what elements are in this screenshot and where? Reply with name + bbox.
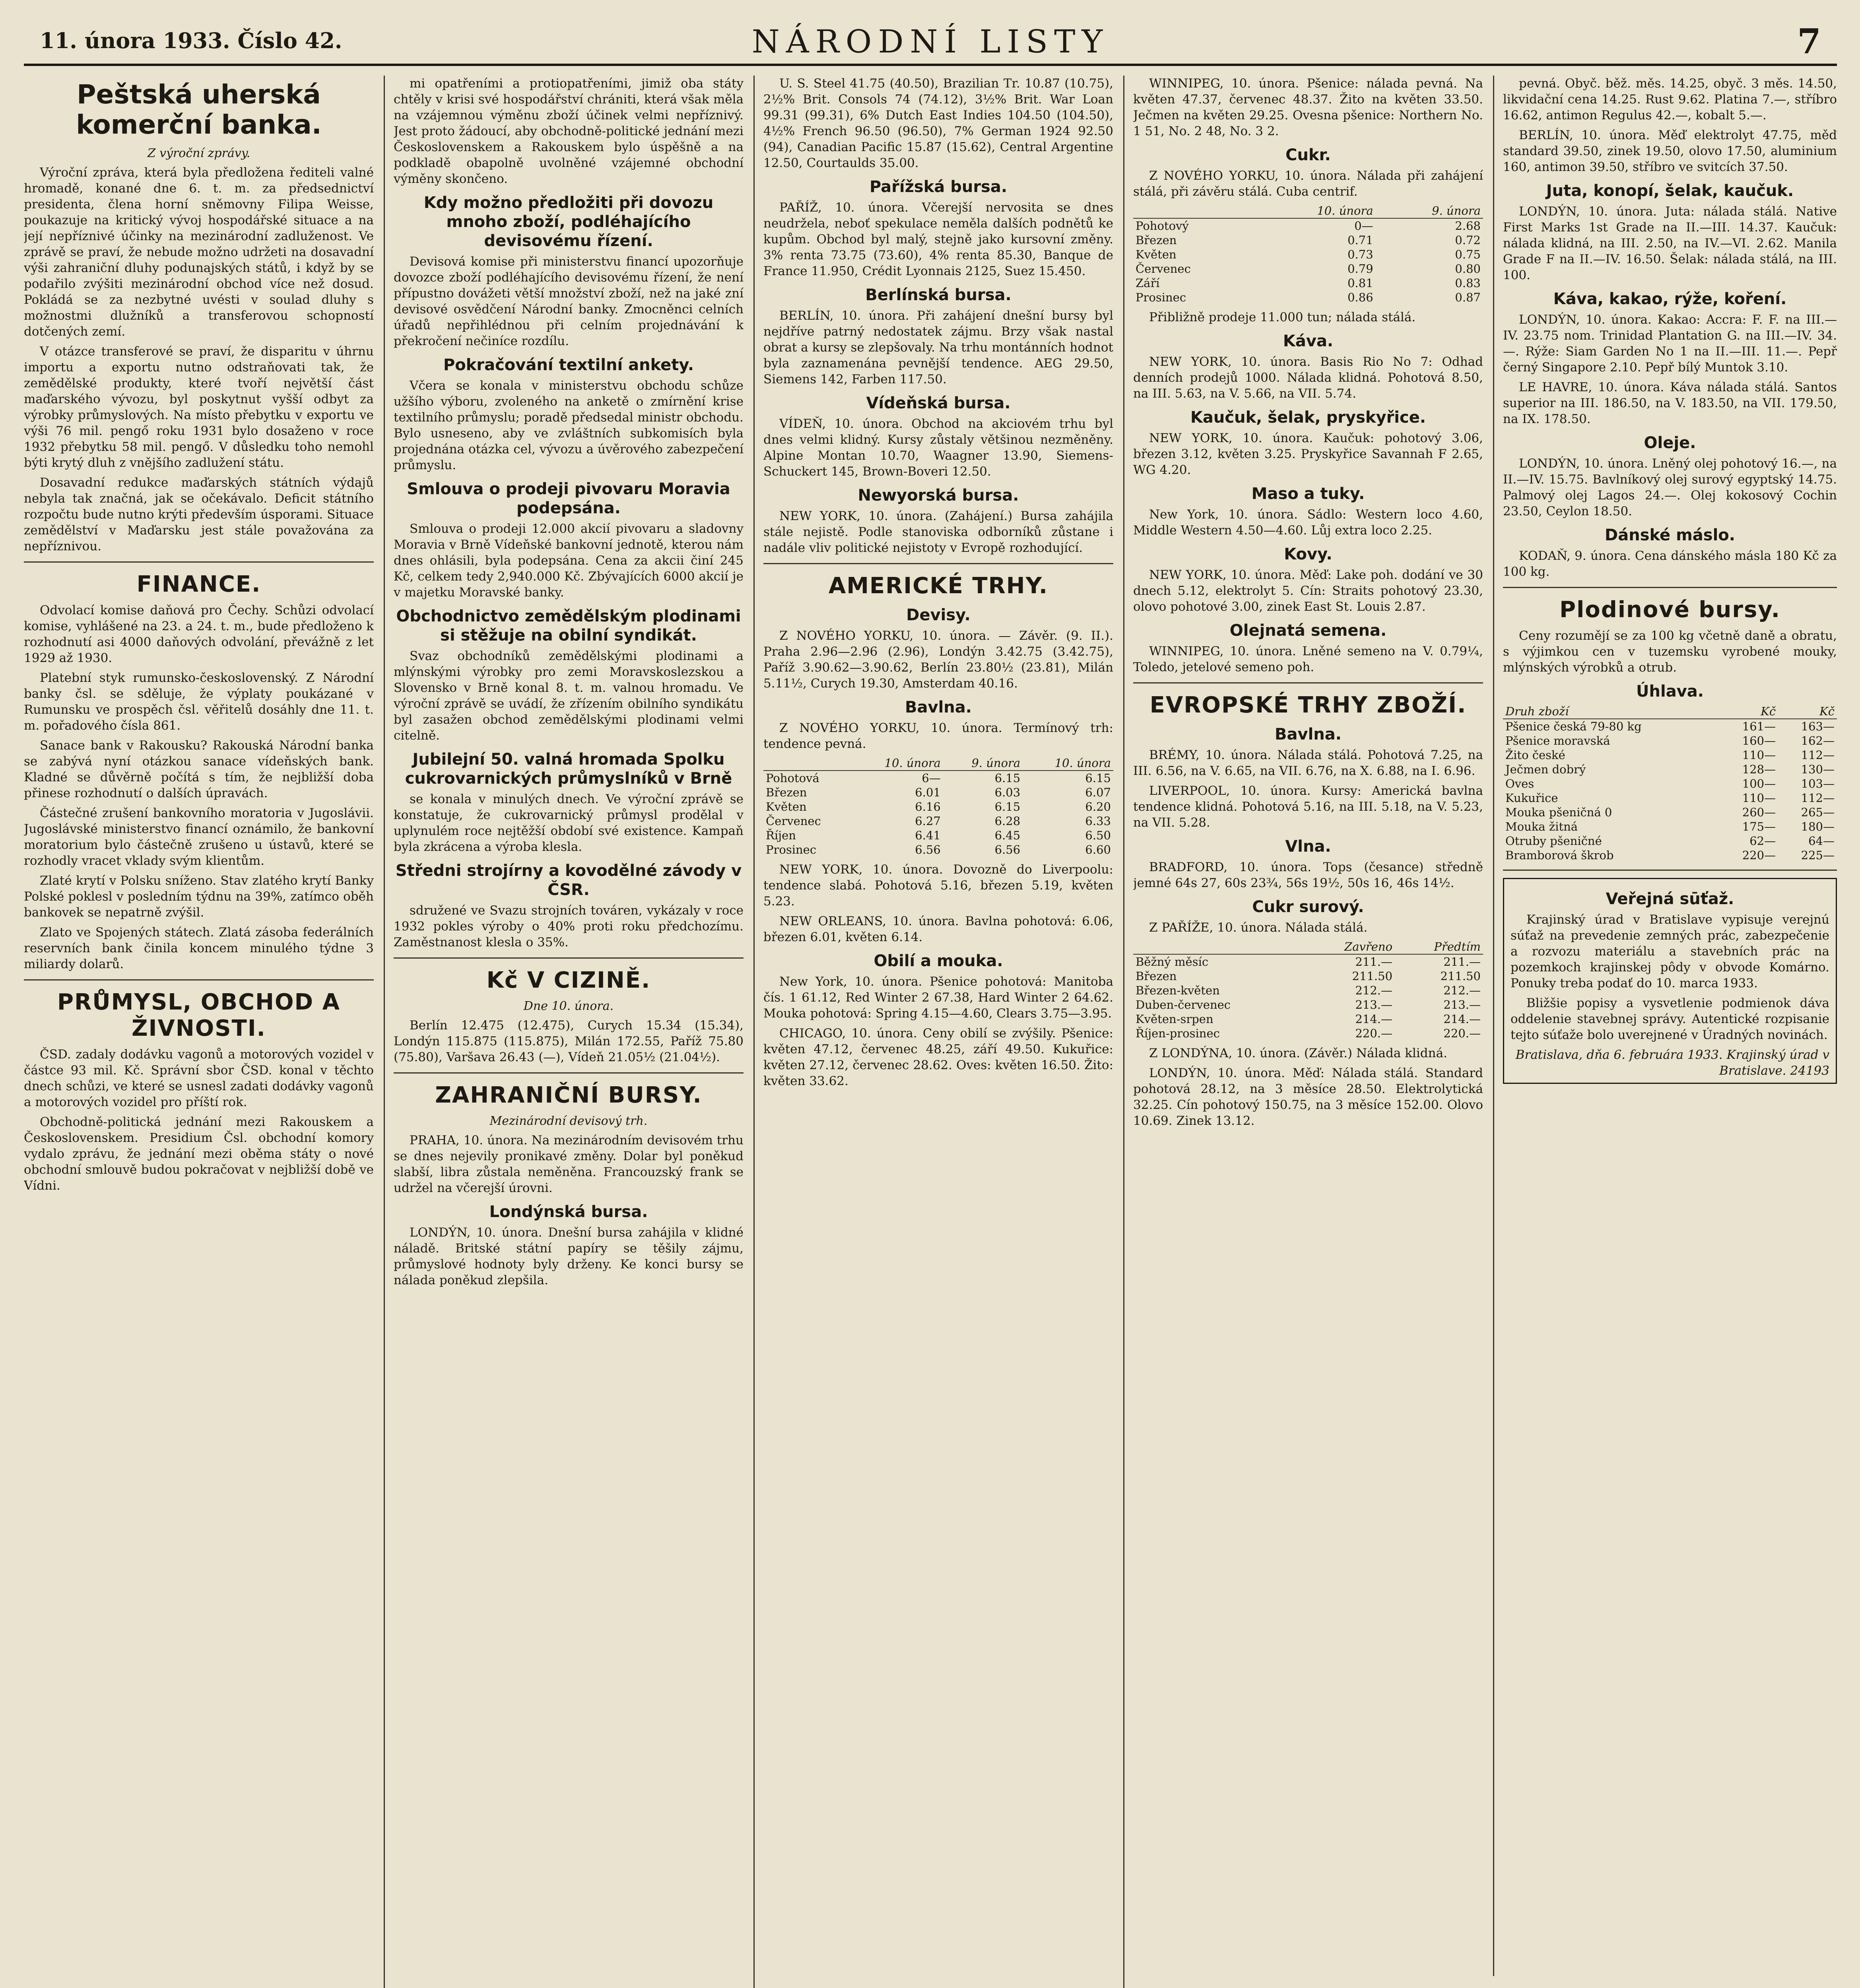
article-paragraph: PRAHA, 10. února. Na mezinárodním devisovém trhu se dnes nejevily pronikavé změny. Dolar byl poněkud slabší, libra zůstala neměněna. Francouzský frank se udržel na včerejší úrovni. bbox=[394, 1133, 744, 1195]
article-paragraph: LONDÝN, 10. února. Měď: Nálada stálá. Standard pohotová 28.12, na 3 měsíce 28.50. Elektrolytická 32.25. Cín pohotový 150.75, na 3 měsíce 152.00. Olovo 10.69. Zinek 13.12. bbox=[1133, 1066, 1483, 1128]
table-row bbox=[1503, 777, 1837, 791]
article-paragraph: NEW YORK, 10. února. Basis Rio No 7: Odhad denních prodejů 1000. Nálada klidná. Pohotová 8.50, na III. 5.63, na V. 5.66, na VII. 5.74. bbox=[1133, 355, 1483, 401]
table-row bbox=[763, 843, 1113, 857]
headline: Pokračování textilní ankety. bbox=[443, 356, 694, 374]
article-paragraph: New York, 10. února. Pšenice pohotová: Manitoba čís. 1 61.12, Red Winter 2 67.38, Hard Winter 2 64.62. Mouka pohotová: Spring 4.15—4.60, Clears 3.75—3.95. bbox=[763, 975, 1113, 1021]
table-cell: 6.03 bbox=[994, 786, 1021, 799]
headline: Cukr surový. bbox=[1252, 898, 1364, 916]
table-row bbox=[1133, 983, 1483, 998]
table-header: Druh zboží bbox=[1503, 704, 1719, 719]
article-paragraph: Přibližně prodeje 11.000 tun; nálada stálá. bbox=[1149, 310, 1416, 324]
headline: Káva, kakao, rýže, koření. bbox=[1553, 290, 1787, 308]
table-cell: Oves bbox=[1505, 777, 1534, 790]
table-header: 10. února bbox=[1253, 204, 1375, 218]
headline: Bavlna. bbox=[1275, 725, 1342, 744]
section-divider bbox=[1503, 870, 1837, 871]
headline: Berlínská bursa. bbox=[865, 286, 1012, 304]
table-cell: Mouka pšeničná 0 bbox=[1505, 806, 1612, 819]
notice-signature: Bratislava, dňa 6. februára 1933. Krajinský úrad v Bratislave. 24193 bbox=[1515, 1048, 1829, 1078]
subhead-bank: Z výroční zprávy. bbox=[147, 146, 250, 160]
table-header: Kč bbox=[1778, 704, 1837, 719]
article-paragraph: NEW YORK, 10. února. Měď: Lake poh. dodání ve 30 dnech 5.12, elektrolyt 5. Cín: Straits pohotový 23.30, olovo pohotové 3.00, zinek East St. Louis 2.87. bbox=[1133, 568, 1483, 614]
table-cell: 225— bbox=[1801, 848, 1835, 862]
headline: Úhlava. bbox=[1636, 682, 1704, 701]
subhead: Dne 10. února. bbox=[523, 999, 614, 1013]
article-paragraph: WINNIPEG, 10. února. Lněné semeno na V. 0.79¼, Toledo, jetelové semeno poh. bbox=[1133, 644, 1483, 674]
article-paragraph: Sanace bank v Rakousku? Rakouská Národní banka se zabývá nyní otázkou sanace vídeňských bank. Kladné se důvěrně počítá s tím, že nejbližší doba přinese rozhodnutí o dalších úpravách. bbox=[24, 738, 374, 800]
table-cell: 6.50 bbox=[1085, 829, 1111, 842]
table-row bbox=[1503, 748, 1837, 762]
table-header: 10. února bbox=[852, 756, 943, 771]
table-cell: Žito české bbox=[1505, 748, 1565, 762]
article-paragraph: BERLÍN, 10. února. Při zahájení dnešní bursy byl nejdříve patrný nedostatek zájmu. Brzy však nastal obrat a kursy se zlepšovaly. Na trhu montánních hodnot byla zaznamenána pevnější tendence. AEG 29.50, Siemens 142, Farben 117.50. bbox=[763, 309, 1113, 386]
table-row bbox=[1133, 954, 1483, 969]
table-cell: Pohotová bbox=[766, 771, 819, 785]
table-header bbox=[763, 756, 852, 771]
table-cell: Květen bbox=[1136, 248, 1177, 261]
article-paragraph: NEW YORK, 10. února. Kaučuk: pohotový 3.06, březen 3.12, květen 3.25. Pryskyřice Savannah F 2.65, WG 4.20. bbox=[1133, 431, 1483, 477]
headline: Cukr. bbox=[1285, 146, 1331, 164]
table-cell: Bramborová škrob bbox=[1505, 848, 1614, 862]
table-cell: Červenec bbox=[766, 814, 821, 828]
table-cell: 6.60 bbox=[1085, 843, 1111, 856]
table-cell: Mouka žitná bbox=[1505, 820, 1578, 833]
table-row bbox=[1503, 791, 1837, 805]
table-cell: 0.87 bbox=[1455, 291, 1481, 304]
table-cell: 0.79 bbox=[1347, 262, 1373, 276]
sugar-table bbox=[1133, 204, 1483, 305]
table-header bbox=[1133, 204, 1253, 218]
subhead: Mezinárodní devisový trh. bbox=[489, 1114, 648, 1128]
article-paragraph: NEW ORLEANS, 10. února. Bavlna pohotová: 6.06, březen 6.01, květen 6.14. bbox=[763, 914, 1113, 944]
article-paragraph: Smlouva o prodeji 12.000 akcií pivovaru a sladovny Moravia v Brně Vídeňské bankovní jednotě, kterou nám dnes ohlásili, byla podepsána. Cena za akcii činí 245 Kč, celkem tedy 2,940.000 Kč. Zbývajících 6000 akcií je v majetku Moravské banky. bbox=[394, 522, 744, 600]
column-rule bbox=[1123, 76, 1124, 1988]
table-cell: Pšenice česká 79-80 kg bbox=[1505, 720, 1642, 733]
headline: Smlouva o prodeji pivovaru Moravia podepsána. bbox=[407, 480, 730, 517]
headline: Juta, konopí, šelak, kaučuk. bbox=[1546, 182, 1794, 200]
section-divider bbox=[1133, 682, 1483, 683]
headline: Veřejná sūťaž. bbox=[1606, 890, 1734, 908]
table-row bbox=[763, 828, 1113, 843]
raw-sugar-table bbox=[1133, 940, 1483, 1041]
section-divider bbox=[394, 957, 744, 959]
table-header: Zavřeno bbox=[1304, 940, 1395, 954]
article-paragraph: Devisová komise při ministerstvu financí upozorňuje dovozce zboží podléhajícího devisovému řízení, že není přípustno dovážeti větší množství zboží, než na jaké zní devisové osvědčení Národní banky. Zmocněnci celních úřadů nepřihlédnou při celním projednávání k překročení nečiníce rozdílu. bbox=[394, 254, 744, 348]
article-paragraph: Zlaté krytí v Polsku sníženo. Stav zlatého krytí Banky Polské poklesl v posledním týdnu na 39%, zatímco oběh bankovek se nepatrně zvýšil. bbox=[24, 874, 374, 920]
headline: Devisy. bbox=[906, 606, 971, 624]
table-cell: 0.71 bbox=[1347, 233, 1373, 247]
table-header: Předtím bbox=[1395, 940, 1483, 954]
headline: Kaučuk, šelak, pryskyřice. bbox=[1190, 408, 1426, 427]
table-header: 9. února bbox=[1376, 204, 1483, 218]
table-cell: 6— bbox=[922, 771, 941, 785]
article-paragraph: Berlín 12.475 (12.475), Curych 15.34 (15.34), Londýn 115.875 (115.875), Milán 172.55, Paříž 75.80 (75.80), Varšava 26.43 (—), Vídeň 21.05½ (21.04½). bbox=[394, 1018, 744, 1064]
column-2 bbox=[394, 76, 744, 1988]
table-cell: 6.16 bbox=[915, 800, 941, 813]
headline: Newyorská bursa. bbox=[858, 486, 1019, 505]
table-cell: 163— bbox=[1801, 720, 1835, 733]
section-divider bbox=[24, 979, 374, 980]
table-cell: Pšenice moravská bbox=[1505, 734, 1610, 747]
section-heading-finance: FINANCE. bbox=[136, 571, 261, 597]
table-row bbox=[1503, 848, 1837, 862]
table-cell: Prosinec bbox=[766, 843, 817, 856]
table-cell: 62— bbox=[1749, 834, 1776, 848]
issue-date: 11. února 1933. Číslo 42. bbox=[40, 28, 342, 53]
article-paragraph: New York, 10. února. Sádlo: Western loco 4.60, Middle Western 4.50—4.60. Lůj extra loco 2.25. bbox=[1133, 507, 1483, 538]
table-cell: 6.28 bbox=[994, 814, 1021, 828]
table-cell: 211.— bbox=[1443, 955, 1481, 969]
table-row bbox=[1133, 262, 1483, 276]
table-row bbox=[1133, 998, 1483, 1012]
table-cell: 160— bbox=[1742, 734, 1776, 747]
table-row bbox=[1503, 805, 1837, 819]
article-paragraph: Výroční zpráva, která byla předložena řediteli valné hromadě, konané dne 6. t. m. za předsednictví presidenta, člena horní sněmovny Filipa Weisse, poukazuje na kritický vývoj hospodářské situace a na její nepříznivé účinky na mezinárodní zadluženost. Ve zprávě se praví, že nebude možno udržeti na dosavadní výši zahraniční dluhy podunajských států, i když by se podařilo zvýšiti mezinárodní obchod více než dosud. Pokládá se za nezbytné uvésti v soulad dluhy s možnostmi dlužníků a transferovou schopností dotčených zemí. bbox=[24, 165, 374, 339]
table-row bbox=[1503, 834, 1837, 848]
masthead bbox=[24, 16, 1837, 66]
table-cell: Říjen-prosinec bbox=[1136, 1027, 1220, 1040]
section-heading-european-markets: EVROPSKÉ TRHY ZBOŽÍ. bbox=[1149, 692, 1467, 718]
table-cell: 6.01 bbox=[915, 786, 941, 799]
article-paragraph: Svaz obchodníků zemědělskými plodinami a mlýnskými výrobky pro zemi Moravskoslezskou a Slovensko v Brně konal 8. t. m. valnou hromadu. Ve výroční zprávě se uvádí, že zřízením obilního syndikátu byl zasažen obchod zemědělskými plodinami velmi citelně. bbox=[394, 649, 744, 743]
table-cell: 6.41 bbox=[915, 829, 941, 842]
table-cell: Červenec bbox=[1136, 262, 1191, 276]
article-paragraph: LONDÝN, 10. února. Dnešní bursa zahájila v klidné náladě. Britské státní papíry se těšily zájmu, průmyslové hodnoty byly drženy. Ke konci bursy se nálada poněkud zlepšila. bbox=[394, 1225, 744, 1287]
article-paragraph: Dosavadní redukce maďarských státních výdajů nebyla tak značná, jak se očekávalo. Deficit státního rozpočtu bude nutno krýti především úsporami. Situace zemědělství v Maďarsku jest stále považována za nepříznivou. bbox=[24, 476, 374, 553]
article-paragraph: LONDÝN, 10. února. Lněný olej pohotový 16.—, na II.—IV. 15.75. Bavlníkový olej surový egyptský 14.75. Palmový olej Lagos 24.—. Olej kokosový Cochin 23.50, Ceylon 18.50. bbox=[1503, 456, 1837, 518]
table-cell: 0.83 bbox=[1455, 276, 1481, 290]
table-cell: 6.20 bbox=[1085, 800, 1111, 813]
page-number: 7 bbox=[1797, 21, 1821, 62]
grain-price-table bbox=[1503, 704, 1837, 862]
article-paragraph: Z NOVÉHO YORKU, 10. února. — Závěr. (9. II.). Praha 2.96—2.96 (2.96), Londýn 3.42.75 (3.42.75), Paříž 3.90.62—3.90.62, Berlín 23.80½ (23.81), Milán 5.11½, Curych 19.30, Amsterdam 40.16. bbox=[763, 629, 1113, 691]
article-paragraph: PAŘÍŽ, 10. února. Včerejší nervosita se dnes neudržela, neboť spekulace neměla dalších podnětů ke kupům. Obchod byl malý, stejně jako kursovní změny. 3% renta 73.75 (73.60), 4% renta 85.30, Banque de France 11.950, Crédit Lyonnais 2125, Suez 15.450. bbox=[763, 200, 1113, 278]
table-header: 9. února bbox=[943, 756, 1023, 771]
headline: Vlna. bbox=[1285, 837, 1331, 856]
table-cell: 130— bbox=[1801, 763, 1835, 776]
section-heading-commodity-bourses: Plodinové bursy. bbox=[1559, 597, 1780, 623]
table-cell: 100— bbox=[1742, 777, 1776, 790]
table-cell: Ječmen dobrý bbox=[1505, 763, 1586, 776]
headline: Kdy možno předložiti při dovozu mnoho zboží, podléhajícího devisovému řízení. bbox=[423, 194, 714, 250]
article-paragraph: Odvolací komise daňová pro Čechy. Schůzi odvolací komise, vyhlášené na 23. a 24. t. m., bude předloženo k rozhodnutí asi 4000 daňových odvolání, převážně z let 1929 až 1930. bbox=[24, 603, 374, 665]
table-cell: Březen bbox=[1136, 233, 1177, 247]
table-cell: Březen bbox=[1136, 969, 1177, 983]
table-header: Kč bbox=[1719, 704, 1778, 719]
article-paragraph: CHICAGO, 10. února. Ceny obilí se zvýšily. Pšenice: květen 47.12, červenec 48.25, září 49.50. Kukuřice: květen 27.12, červenec 28.62. Oves: květen 16.50. Žito: květen 33.62. bbox=[763, 1026, 1113, 1088]
article-paragraph: Zlato ve Spojených státech. Zlatá zásoba federálních reservních bank činila koncem minulého týdne 3 miliardy dolarů. bbox=[24, 925, 374, 971]
headline: Obilí a mouka. bbox=[874, 952, 1003, 970]
article-paragraph: Ceny rozumějí se za 100 kg včetně daně a obratu, s výjimkou cen v tuzemsku vyrobené mouky, mlýnských výrobků a otrub. bbox=[1503, 629, 1837, 675]
table-cell: 6.56 bbox=[915, 843, 941, 856]
article-paragraph: sdružené ve Svazu strojních továren, vykázaly v roce 1932 pokles výroby o 40% proti roku předchozímu. Zaměstnanost klesla o 35%. bbox=[394, 903, 744, 949]
table-cell: 110— bbox=[1742, 748, 1776, 762]
section-heading-american-markets: AMERICKÉ TRHY. bbox=[828, 573, 1048, 599]
table-row bbox=[763, 800, 1113, 814]
table-cell: Září bbox=[1136, 276, 1160, 290]
table-cell: Březen bbox=[766, 786, 807, 799]
article-paragraph: BRÉMY, 10. února. Nálada stálá. Pohotová 7.25, na III. 6.56, na V. 6.65, na VII. 6.76, na X. 6.88, na I. 6.96. bbox=[1133, 748, 1483, 778]
table-cell: 0.72 bbox=[1455, 233, 1481, 247]
table-row bbox=[1133, 218, 1483, 233]
section-heading-czk-abroad: Kč V CIZINĚ. bbox=[486, 967, 651, 993]
table-row bbox=[1133, 233, 1483, 247]
headline: Obchodnictvo zemědělským plodinami si stěžuje na obilní syndikát. bbox=[396, 607, 741, 645]
table-cell: 214.— bbox=[1355, 1012, 1393, 1026]
article-paragraph: Z NOVÉHO YORKU, 10. února. Nálada při zahájení stálá, při závěru stálá. Cuba centrif. bbox=[1133, 169, 1483, 199]
table-row bbox=[1133, 276, 1483, 290]
table-row bbox=[1133, 1026, 1483, 1041]
column-1 bbox=[24, 76, 374, 1988]
table-header: 10. února bbox=[1023, 756, 1113, 771]
table-cell: 220.— bbox=[1443, 1027, 1481, 1040]
headline: Maso a tuky. bbox=[1251, 485, 1365, 503]
table-cell: 6.15 bbox=[994, 771, 1021, 785]
column-4 bbox=[1133, 76, 1483, 1976]
table-cell: 212.— bbox=[1355, 984, 1393, 997]
table-row bbox=[1133, 290, 1483, 305]
article-paragraph: NEW YORK, 10. února. Dovozně do Liverpoolu: tendence slabá. Pohotová 5.16, březen 5.19, květen 5.23. bbox=[763, 862, 1113, 909]
table-cell: Květen bbox=[766, 800, 807, 813]
newspaper-page bbox=[24, 16, 1837, 1988]
article-paragraph: Z NOVÉHO YORKU, 10. února. Termínový trh: tendence pevná. bbox=[763, 721, 1113, 751]
headline-bank: Peštská uherská komerční banka. bbox=[76, 79, 322, 140]
table-row bbox=[1503, 762, 1837, 777]
table-cell: 0.75 bbox=[1455, 248, 1481, 261]
article-paragraph: LIVERPOOL, 10. února. Kursy: Americká bavlna tendence klidná. Pohotová 5.16, na III. 5.18, na V. 5.23, na VII. 5.28. bbox=[1133, 784, 1483, 830]
article-paragraph: BRADFORD, 10. února. Tops (česance) středně jemné 64s 27, 60s 23¾, 56s 19½, 50s 16, 46s 14½. bbox=[1133, 860, 1483, 890]
public-tender-notice bbox=[1503, 878, 1837, 1084]
table-cell: 212.— bbox=[1443, 984, 1481, 997]
headline: Dánské máslo. bbox=[1605, 526, 1735, 544]
table-cell: 213.— bbox=[1443, 998, 1481, 1011]
article-paragraph: KODAŇ, 9. února. Cena dánského másla 180 Kč za 100 kg. bbox=[1503, 549, 1837, 579]
headline: Kovy. bbox=[1284, 545, 1332, 563]
table-header bbox=[1133, 940, 1304, 954]
table-cell: 211.— bbox=[1355, 955, 1393, 969]
table-cell: 6.15 bbox=[1085, 771, 1111, 785]
column-rule bbox=[384, 76, 385, 1988]
table-row bbox=[763, 785, 1113, 800]
table-cell: 0.81 bbox=[1347, 276, 1373, 290]
table-row bbox=[1133, 1012, 1483, 1026]
column-3 bbox=[763, 76, 1113, 1988]
table-cell: 0.73 bbox=[1347, 248, 1373, 261]
article-paragraph: Bližšie popisy a vysvetlenie podmienok dáva oddelenie stavebnej správy. Autentické rozpisanie tejto súťaže bolo uverejnené v Úradných novinách. bbox=[1511, 996, 1829, 1042]
table-cell: 265— bbox=[1801, 806, 1835, 819]
headline: Středni strojírny a kovodělné závody v ČSR. bbox=[395, 862, 742, 899]
section-heading-foreign-bourses: ZAHRANIČNÍ BURSY. bbox=[435, 1082, 702, 1108]
article-paragraph: WINNIPEG, 10. února. Pšenice: nálada pevná. Na květen 47.37, červenec 48.37. Žito na květen 33.50. Ječmen na květen 29.25. Ovesna pšenice: Northern No. 1 51, No. 2 48, No. 3 2. bbox=[1133, 76, 1483, 138]
article-paragraph: Včera se konala v ministerstvu obchodu schůze užšího výboru, zvoleného na anketě o zmírnění krise textilního průmyslu; poradě předsedal ministr obchodu. Bylo usneseno, aby ve zvláštních subkomisích byla projednána otázka cel, vývozu a úvěrového zabezpečení průmyslu. bbox=[394, 379, 744, 472]
headline: Vídeňská bursa. bbox=[866, 394, 1011, 412]
article-paragraph: Z LONDÝNA, 10. února. (Závěr.) Nálada klidná. bbox=[1149, 1046, 1447, 1060]
table-cell: 112— bbox=[1801, 748, 1835, 762]
table-cell: 220— bbox=[1742, 848, 1776, 862]
article-paragraph: BERLÍN, 10. února. Měď elektrolyt 47.75, měď standard 39.50, zinek 19.50, olovo 17.50, aluminium 160, antimon 39.50, stříbro ve svitcích 37.50. bbox=[1503, 128, 1837, 174]
table-cell: Květen-srpen bbox=[1136, 1012, 1213, 1026]
cotton-table bbox=[763, 756, 1113, 857]
article-paragraph: Částečné zrušení bankovního moratoria v Jugoslávii. Jugoslávské ministerstvo financí oznámilo, že bankovní moratorium bylo částečně zrušeno u ústavů, které se rozhodly vracet vklady svým klientům. bbox=[24, 806, 374, 868]
newspaper-title: NÁRODNÍ LISTY bbox=[751, 23, 1109, 60]
table-cell: 161— bbox=[1742, 720, 1776, 733]
article-paragraph: pevná. Obyč. běž. měs. 14.25, obyč. 3 měs. 14.50, likvidační cena 14.25. Rust 9.62. Platina 7.—, stříbro 16.62, antimon Regulus 42.—, kobalt 5.—. bbox=[1503, 76, 1837, 122]
table-row bbox=[1503, 819, 1837, 834]
table-row bbox=[763, 814, 1113, 828]
headline: Londýnská bursa. bbox=[489, 1203, 648, 1221]
article-paragraph: Krajinský úrad v Bratislave vypisuje verejnú súťaž na prevedenie zemných prác, zabezpečenie a rozvozu materiálu a stavebních prác na pozemkoch krajinskej pôdy v obvode Komárno. Ponuky treba podať do 10. marca 1933. bbox=[1511, 912, 1829, 990]
section-divider bbox=[763, 563, 1113, 564]
headline: Bavlna. bbox=[905, 698, 972, 716]
headline: Pařížská bursa. bbox=[869, 178, 1008, 196]
table-cell: 103— bbox=[1801, 777, 1835, 790]
table-cell: 0.80 bbox=[1455, 262, 1481, 276]
table-cell: 214.— bbox=[1443, 1012, 1481, 1026]
section-divider bbox=[1503, 587, 1837, 588]
table-cell: 64— bbox=[1808, 834, 1835, 848]
table-cell: 128— bbox=[1742, 763, 1776, 776]
table-cell: 213.— bbox=[1355, 998, 1393, 1011]
table-cell: 211.50 bbox=[1352, 969, 1393, 983]
article-paragraph: mi opatřeními a protiopatřeními, jimiž oba státy chtěly v krisi své hospodářství chrániti, která však měla na vzájemnou výměnu zboží účinek velmi nepříznivý. Jest proto žádoucí, aby obchodně-politické jednání mezi Československem a Rakouskem bylo úspěšně a na podkladě obapolně uvolněné vzájemné obchodní výměny skončeno. bbox=[394, 76, 744, 186]
article-paragraph: LONDÝN, 10. února. Kakao: Accra: F. F. na III.—IV. 23.75 nom. Trinidad Plantation G. na III.—IV. 34.—. Rýže: Siam Garden No 1 na II.—III. 11.—. Pepř černý Singapore 2.10. Pepř bílý Muntok 3.10. bbox=[1503, 313, 1837, 375]
table-row bbox=[1503, 719, 1837, 734]
headline: Oleje. bbox=[1644, 434, 1696, 452]
article-paragraph: Z PAŘÍŽE, 10. února. Nálada stálá. bbox=[1149, 920, 1368, 935]
section-divider bbox=[24, 561, 374, 563]
table-cell: 211.50 bbox=[1440, 969, 1481, 983]
article-paragraph: U. S. Steel 41.75 (40.50), Brazilian Tr. 10.87 (10.75), 2½% Brit. Consols 74 (74.12), 3½% Brit. War Loan 99.31 (99.31), 6% Dutch East Indies 104.50 (104.50), 4½% French 96.50 (96.50), 7% German 1924 92.50 (94), Canadian Pacific 15.87 (15.62), Central Argentine 12.50, Courtaulds 35.00. bbox=[763, 76, 1113, 170]
table-cell: Kukuřice bbox=[1505, 791, 1558, 805]
table-row bbox=[1133, 969, 1483, 983]
table-cell: 6.07 bbox=[1085, 786, 1111, 799]
column-rule bbox=[753, 76, 755, 1988]
table-cell: Běžný měsíc bbox=[1136, 955, 1209, 969]
table-cell: 112— bbox=[1801, 791, 1835, 805]
table-cell: 180— bbox=[1801, 820, 1835, 833]
table-cell: Prosinec bbox=[1136, 291, 1186, 304]
table-cell: Pohotový bbox=[1136, 219, 1189, 233]
table-cell: 6.33 bbox=[1085, 814, 1111, 828]
table-cell: 6.56 bbox=[994, 843, 1021, 856]
table-cell: 260— bbox=[1742, 806, 1776, 819]
article-paragraph: LONDÝN, 10. února. Juta: nálada stálá. Native First Marks 1st Grade na II.—III. 14.37. Kaučuk: nálada klidná, na III. 2.50, na IV.—VI. 2.62. Manila Grade F na II.—IV. 16.50. Šelak: nálada stálá, na III. 100. bbox=[1503, 204, 1837, 282]
article-paragraph: Platební styk rumunsko-československý. Z Národní banky čsl. se sděluje, že výplaty poukázané v Rumunsku ve prospěch čsl. věřitelů dosáhly dne 11. t. m. pořadového čísla 861. bbox=[24, 671, 374, 733]
table-row bbox=[1503, 734, 1837, 748]
table-cell: 110— bbox=[1742, 791, 1776, 805]
table-cell: 6.15 bbox=[994, 800, 1021, 813]
section-heading-industry: PRŮMYSL, OBCHOD A ŽIVNOSTI. bbox=[57, 989, 340, 1041]
article-paragraph: se konala v minulých dnech. Ve výroční zprávě se konstatuje, že cukrovarnický průmysl prodělal v uplynulém roce nejtěžší období své existence. Kampaň byla zkrácena a výroba klesla. bbox=[394, 792, 744, 854]
article-paragraph: V otázce transferové se praví, že disparitu v úhrnu importu a exportu nutno odstraňovati tak, že zemědělské produkty, které tvoří největší část maďarského vývozu, byl poskytnut vyšší odbyt za výrobky průmyslových. Na místo přebytku v exportu ve výši 76 mil. pengő roku 1931 bylo dosaženo v roce 1932 přebytku 58 mil. pengő. V důsledku toho nemohl býti krytý dluh z vnějšího zadlužení státu. bbox=[24, 344, 374, 470]
table-cell: 6.45 bbox=[994, 829, 1021, 842]
article-paragraph: Obchodně-politická jednání mezi Rakouskem a Československem. Presidium Čsl. obchodní komory vydalo zprávu, že jednání mezi oběma státy o nové obchodní smlouvě budou pokračovat v nejbližší době ve Vídni. bbox=[24, 1115, 374, 1193]
table-cell: 162— bbox=[1801, 734, 1835, 747]
article-paragraph: ČSD. zadaly dodávku vagonů a motorových vozidel v částce 93 mil. Kč. Správní sbor ČSD. konal v těchto dnech schůzi, ve které se usnesl zadati dodávky vagonů a motorových vozidel pro příští rok. bbox=[24, 1047, 374, 1109]
table-cell: Březen-květen bbox=[1136, 984, 1220, 997]
headline: Jubilejní 50. valná hromada Spolku cukrovarnických průmyslníků v Brně bbox=[405, 750, 732, 788]
article-paragraph: VÍDEŇ, 10. února. Obchod na akciovém trhu byl dnes velmi klidný. Kursy zůstaly většinou nezměněny. Alpine Montan 10.70, Waagner 13.90, Siemens-Schuckert 145, Brown-Boveri 12.50. bbox=[763, 417, 1113, 479]
section-divider bbox=[394, 1072, 744, 1074]
column-5 bbox=[1503, 76, 1837, 1976]
table-cell: 2.68 bbox=[1455, 219, 1481, 233]
table-cell: Říjen bbox=[766, 829, 796, 842]
table-row bbox=[1133, 247, 1483, 262]
table-cell: 0— bbox=[1354, 219, 1373, 233]
table-cell: 0.86 bbox=[1347, 291, 1373, 304]
article-paragraph: LE HAVRE, 10. února. Káva nálada stálá. Santos superior na III. 186.50, na V. 183.50, na VII. 179.50, na IX. 178.50. bbox=[1503, 380, 1837, 426]
article-paragraph: NEW YORK, 10. února. (Zahájení.) Bursa zahájila stále nejistě. Podle stanoviska odborníků zůstane i nadále vliv politické nejistoty v Evropě rozhodující. bbox=[763, 509, 1113, 555]
table-cell: Otruby pšeničné bbox=[1505, 834, 1602, 848]
table-cell: Duben-červenec bbox=[1136, 998, 1231, 1011]
table-cell: 6.27 bbox=[915, 814, 941, 828]
table-cell: 220.— bbox=[1355, 1027, 1393, 1040]
table-row bbox=[763, 771, 1113, 785]
table-cell: 175— bbox=[1742, 820, 1776, 833]
headline: Olejnatá semena. bbox=[1229, 621, 1387, 640]
column-rule bbox=[1493, 76, 1494, 1976]
headline: Káva. bbox=[1283, 332, 1334, 350]
